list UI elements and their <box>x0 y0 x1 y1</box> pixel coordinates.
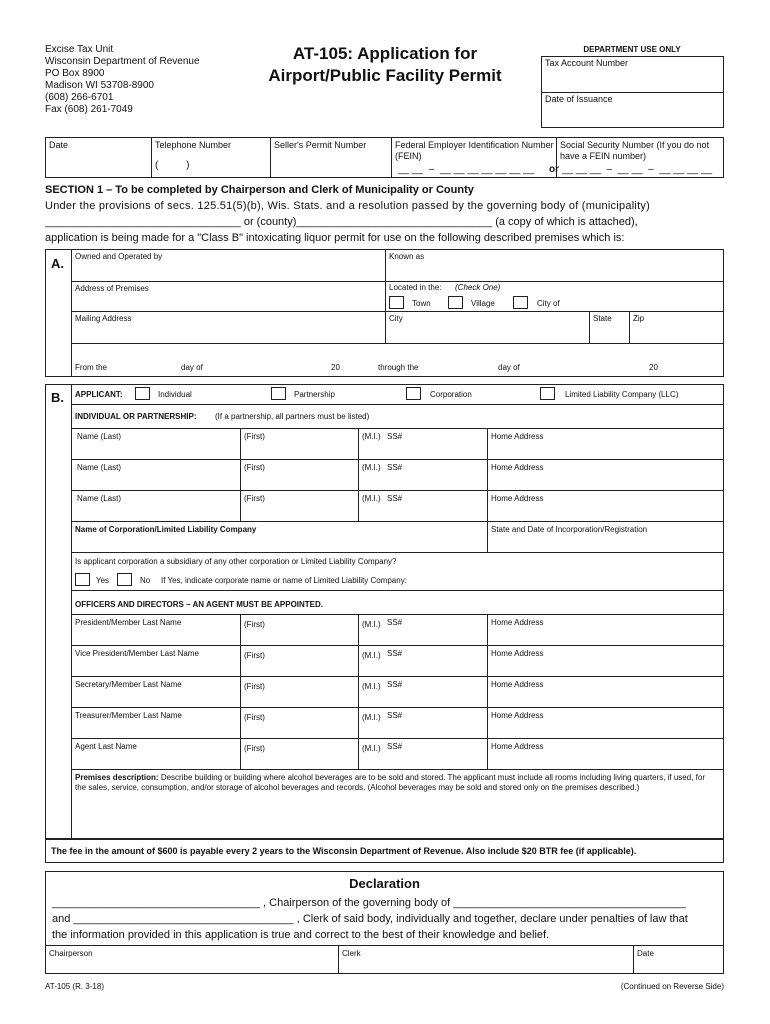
mi-field[interactable]: (M.I.) <box>362 432 381 441</box>
home-address-field[interactable]: Home Address <box>491 618 544 627</box>
continued-note: (Continued on Reverse Side) <box>620 982 724 991</box>
if-yes-label: If Yes, indicate corporate name or name of Limited Liability Company: <box>161 576 407 585</box>
date-field[interactable]: Date <box>49 140 69 150</box>
mi-field[interactable]: (M.I.) <box>362 744 381 753</box>
ssn-row-field[interactable]: SS# <box>387 494 403 503</box>
yes-checkbox[interactable] <box>75 573 90 586</box>
mi-field[interactable]: (M.I.) <box>362 682 381 691</box>
village-checkbox[interactable] <box>448 296 463 309</box>
first-name-field[interactable]: (First) <box>244 620 265 629</box>
first-name-field[interactable]: (First) <box>244 432 265 441</box>
village-label: Village <box>471 299 495 308</box>
phone-area-code: ( ) <box>155 160 190 171</box>
form-title <box>250 43 520 87</box>
through-the-label: through the <box>378 363 419 372</box>
ssn-row-field[interactable]: SS# <box>387 711 403 720</box>
applicant-label: APPLICANT: <box>75 390 123 399</box>
form-id: AT-105 (R. 3-18) <box>45 982 104 991</box>
section-b-box <box>45 384 724 839</box>
agent-last-name-field[interactable]: Agent Last Name <box>75 742 137 751</box>
home-address-field[interactable]: Home Address <box>491 649 544 658</box>
declaration-line-2: and ____________________________________ , Clerk of said body, individually and together, declare under penalties of law that <box>52 913 688 925</box>
partnership-label: Partnership <box>294 390 335 399</box>
section-b-letter: B. <box>51 390 64 405</box>
section1-line2: ________________________________ or (county)________________________________ (a copy of which is attached), <box>45 216 638 228</box>
first-name-field[interactable]: (First) <box>244 744 265 753</box>
first-name-field[interactable]: (First) <box>244 682 265 691</box>
home-address-field[interactable]: Home Address <box>491 711 544 720</box>
section1-heading: SECTION 1 – To be completed by Chairperson and Clerk of Municipality or County <box>45 184 474 196</box>
officer-last-name-field[interactable]: Vice President/Member Last Name <box>75 649 199 658</box>
title-line-2: Airport/Public Facility Permit <box>268 66 502 85</box>
address-line: Madison WI 53708-8900 <box>45 80 154 91</box>
city-of-label: City of <box>537 299 560 308</box>
city-of-checkbox[interactable] <box>513 296 528 309</box>
ssn-field[interactable]: Social Security Number (If you do not have a FEIN number) <box>560 140 710 161</box>
yes-label: Yes <box>96 576 110 585</box>
partnership-checkbox[interactable] <box>271 387 286 400</box>
home-address-field[interactable]: Home Address <box>491 463 544 472</box>
home-address-field[interactable]: Home Address <box>491 494 544 503</box>
address-line: PO Box 8900 <box>45 68 105 79</box>
chairperson-signature-field[interactable]: Chairperson <box>49 949 93 958</box>
ssn-row-field[interactable]: SS# <box>387 649 403 658</box>
or-label: or <box>549 164 559 175</box>
city-field[interactable]: City <box>389 314 403 323</box>
town-checkbox[interactable] <box>389 296 404 309</box>
officer-last-name-field[interactable]: Treasurer/Member Last Name <box>75 711 182 720</box>
no-label: No <box>140 576 151 585</box>
individual-partnership-note: (If a partnership, all partners must be listed) <box>215 412 370 421</box>
mailing-address-field[interactable]: Mailing Address <box>75 314 132 323</box>
tax-account-number-field[interactable]: Tax Account Number <box>545 58 629 68</box>
known-as-field[interactable]: Known as <box>389 252 425 261</box>
ssn-row-field[interactable]: SS# <box>387 432 403 441</box>
corporation-label: Corporation <box>430 390 472 399</box>
from-the-label: From the <box>75 363 108 372</box>
zip-field[interactable]: Zip <box>633 314 645 323</box>
mi-field[interactable]: (M.I.) <box>362 651 381 660</box>
home-address-field[interactable]: Home Address <box>491 742 544 751</box>
first-name-field[interactable]: (First) <box>244 713 265 722</box>
individual-partnership-heading: INDIVIDUAL OR PARTNERSHIP: <box>75 412 197 421</box>
section1-line3: application is being made for a "Class B" intoxicating liquor permit for use on the following described premises which is: <box>45 232 625 244</box>
date-of-issuance-field[interactable]: Date of Issuance <box>545 94 613 104</box>
officers-heading: OFFICERS AND DIRECTORS – AN AGENT MUST BE APPOINTED. <box>75 600 324 609</box>
last-name-field[interactable]: Name (Last) <box>77 432 122 441</box>
corporation-name-field[interactable]: Name of Corporation/Limited Liability Company <box>75 525 257 534</box>
mi-field[interactable]: (M.I.) <box>362 620 381 629</box>
last-name-field[interactable]: Name (Last) <box>77 494 122 503</box>
year-20-label: 20 <box>331 363 340 372</box>
last-name-field[interactable]: Name (Last) <box>77 463 122 472</box>
declaration-line-3: the information provided in this application is true and correct to the best of their knowledge and belief. <box>52 929 550 941</box>
individual-label: Individual <box>158 390 192 399</box>
fee-notice: The fee in the amount of $600 is payable every 2 years to the Wisconsin Department of Revenue. Also include $20 BTR fee (if applicable). <box>51 846 637 856</box>
address-line: (608) 266-6701 <box>45 92 114 103</box>
premises-description-text: Describe building or building where alcohol beverages are to be sold and stored. The applicant must include all rooms including living quarters, if used, for the sales, service, consumption, and/or storage of alcohol beverages and records. (Alcohol beverages may be sold and stored only on the premises described.) <box>75 773 705 792</box>
section-a-letter: A. <box>51 256 64 271</box>
owned-operated-field[interactable]: Owned and Operated by <box>75 252 163 261</box>
ssn-dashes: __ __ __ – __ __ – __ __ __ __ <box>562 164 713 175</box>
premises-description[interactable] <box>75 773 715 793</box>
ssn-row-field[interactable]: SS# <box>387 680 403 689</box>
individual-checkbox[interactable] <box>135 387 150 400</box>
address-premises-field[interactable]: Address of Premises <box>75 284 149 293</box>
section1-line1: Under the provisions of secs. 125.51(5)(b), Wis. Stats. and a resolution passed by the governing body of (municipality) <box>45 200 651 212</box>
address-line: Fax (608) 261-7049 <box>45 104 133 115</box>
ssn-row-field[interactable]: SS# <box>387 463 403 472</box>
declaration-date-field[interactable]: Date <box>637 949 654 958</box>
declaration-title: Declaration <box>349 876 420 891</box>
located-in-label: Located in the: <box>389 283 442 292</box>
sellers-permit-field[interactable]: Seller's Permit Number <box>274 140 367 150</box>
day-of-label-2: day of <box>498 363 520 372</box>
premises-description-label: Premises description: <box>75 773 159 782</box>
first-name-field[interactable]: (First) <box>244 463 265 472</box>
first-name-field[interactable]: (First) <box>244 494 265 503</box>
declaration-line-1: __________________________________ , Chairperson of the governing body of ______________________________________ <box>52 897 686 909</box>
clerk-signature-field[interactable]: Clerk <box>342 949 361 958</box>
state-date-incorporation-field[interactable]: State and Date of Incorporation/Registration <box>491 525 648 534</box>
year-20-label-2: 20 <box>649 363 658 372</box>
home-address-field[interactable]: Home Address <box>491 432 544 441</box>
no-checkbox[interactable] <box>117 573 132 586</box>
agency-address <box>45 44 200 116</box>
fein-field[interactable]: Federal Employer Identification Number (FEIN) <box>395 140 554 161</box>
home-address-field[interactable]: Home Address <box>491 680 544 689</box>
llc-checkbox[interactable] <box>540 387 555 400</box>
dept-use-only-label: DEPARTMENT USE ONLY <box>583 45 681 54</box>
day-of-label: day of <box>181 363 203 372</box>
first-name-field[interactable]: (First) <box>244 651 265 660</box>
title-line-1: AT-105: Application for <box>292 44 478 63</box>
ssn-row-field[interactable]: SS# <box>387 618 403 627</box>
telephone-field[interactable]: Telephone Number <box>155 140 232 150</box>
check-one-label: (Check One) <box>455 283 501 292</box>
mi-field[interactable]: (M.I.) <box>362 713 381 722</box>
ssn-row-field[interactable]: SS# <box>387 742 403 751</box>
address-line: Excise Tax Unit <box>45 44 114 55</box>
officer-last-name-field[interactable]: President/Member Last Name <box>75 618 182 627</box>
mi-field[interactable]: (M.I.) <box>362 463 381 472</box>
llc-label: Limited Liability Company (LLC) <box>565 390 679 399</box>
fein-dashes: __ __ – __ __ __ __ __ __ __ <box>398 164 535 175</box>
officer-last-name-field[interactable]: Secretary/Member Last Name <box>75 680 182 689</box>
corporation-checkbox[interactable] <box>406 387 421 400</box>
mi-field[interactable]: (M.I.) <box>362 494 381 503</box>
state-field[interactable]: State <box>593 314 612 323</box>
subsidiary-question: Is applicant corporation a subsidiary of any other corporation or Limited Liability Company? <box>75 557 397 566</box>
town-label: Town <box>412 299 431 308</box>
address-line: Wisconsin Department of Revenue <box>45 56 200 67</box>
